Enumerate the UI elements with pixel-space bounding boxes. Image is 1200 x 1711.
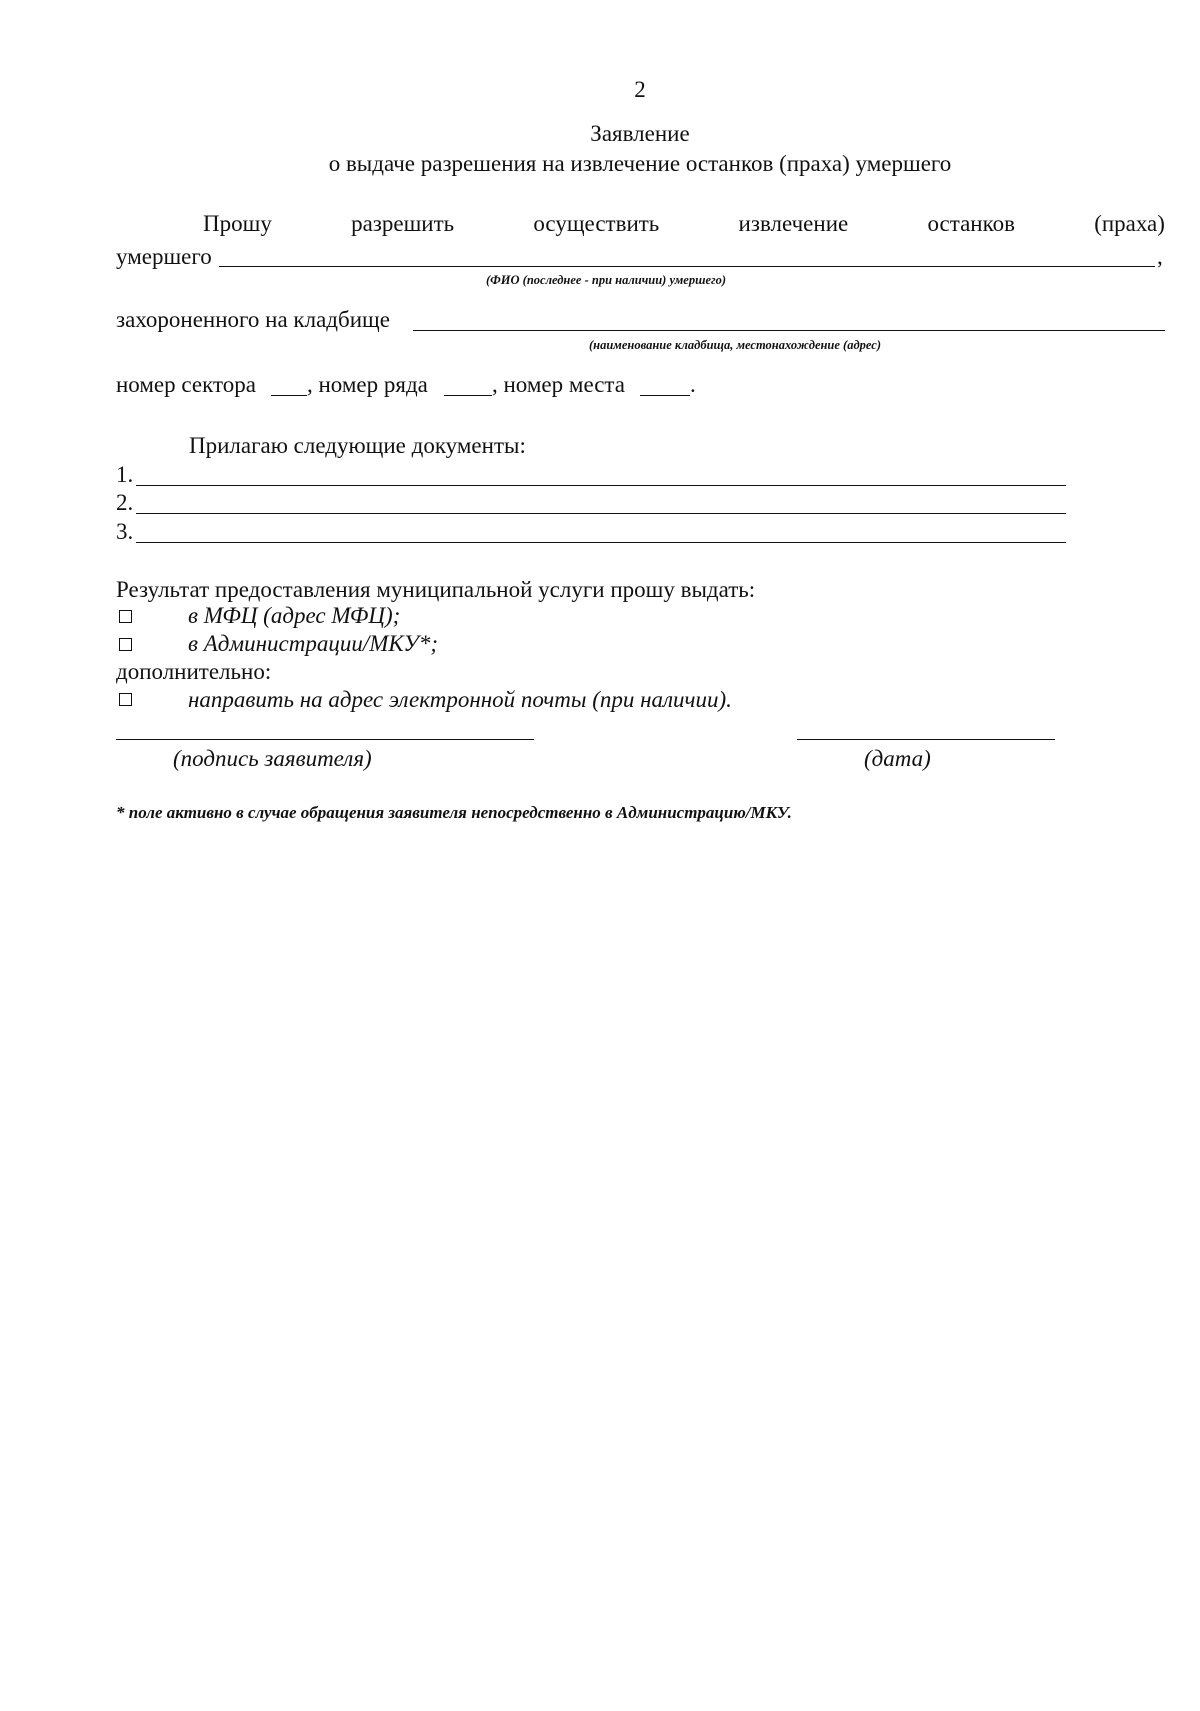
signature-field[interactable]	[116, 739, 534, 740]
request-word: разрешить	[351, 211, 455, 236]
option-email-label: направить на адрес электронной почты (при наличии).	[188, 687, 732, 712]
document-field-1[interactable]	[136, 485, 1066, 486]
signature-label: (подпись заявителя)	[173, 746, 372, 771]
document-subtitle: о выдаче разрешения на извлечение останков (праха) умершего	[328, 151, 952, 176]
document-title: Заявление	[590, 121, 690, 146]
email-checkbox[interactable]	[119, 693, 132, 706]
row-label: , номер ряда	[307, 372, 428, 397]
cemetery-hint: (наименование кладбища, местонахождение (адрес)	[589, 338, 882, 352]
location-end: .	[690, 372, 696, 397]
place-field[interactable]	[640, 395, 690, 396]
request-word: останков	[927, 211, 1015, 236]
admin-checkbox[interactable]	[119, 638, 132, 651]
sector-field[interactable]	[271, 395, 307, 396]
result-heading: Результат предоставления муниципальной услуги прошу выдать:	[116, 577, 756, 602]
row-field[interactable]	[444, 395, 492, 396]
deceased-name-field[interactable]	[219, 266, 1155, 267]
cemetery-field[interactable]	[413, 330, 1165, 331]
option-admin-label: в Администрации/МКУ*;	[188, 631, 438, 656]
request-word: Прошу	[203, 211, 272, 236]
date-field[interactable]	[797, 739, 1055, 740]
deceased-trailing-comma: ,	[1157, 244, 1163, 269]
cemetery-label: захороненного на кладбище	[116, 307, 390, 332]
place-label: , номер места	[492, 372, 625, 397]
documents-intro: Прилагаю следующие документы:	[189, 433, 526, 458]
request-word: извлечение	[738, 211, 849, 236]
document-field-2[interactable]	[136, 513, 1066, 514]
document-item-number: 2.	[116, 490, 134, 515]
document-item-number: 1.	[116, 462, 134, 487]
deceased-name-hint: (ФИО (последнее - при наличии) умершего)	[486, 273, 727, 287]
sector-label: номер сектора	[116, 372, 256, 397]
deceased-label: умершего	[116, 244, 212, 269]
footnote: * поле активно в случае обращения заявителя непосредственно в Администрацию/МКУ.	[116, 803, 792, 822]
request-line	[203, 210, 1165, 238]
request-word: (праха)	[1094, 211, 1165, 236]
page-number: 2	[634, 77, 646, 102]
option-mfc-label: в МФЦ (адрес МФЦ);	[188, 603, 401, 628]
additional-label: дополнительно:	[116, 659, 272, 684]
mfc-checkbox[interactable]	[119, 610, 132, 623]
request-word: осуществить	[533, 211, 660, 236]
document-item-number: 3.	[116, 519, 134, 544]
date-label: (дата)	[864, 746, 931, 771]
document-field-3[interactable]	[136, 542, 1066, 543]
